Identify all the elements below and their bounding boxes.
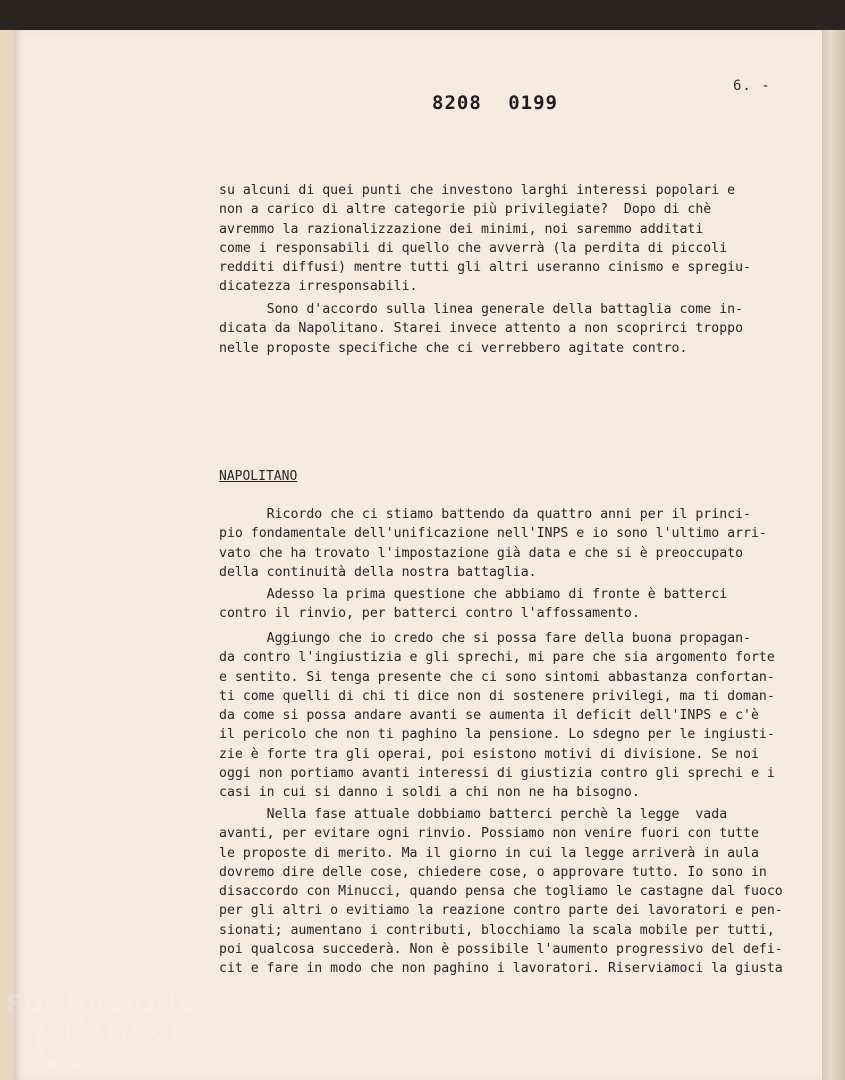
text-line: contro il rinvio, per batterci contro l'affossamento. (219, 606, 640, 622)
text-line: sionati; aumentano i contributi, blocchiamo la scala mobile per tutti, (219, 922, 775, 938)
watermark-logo (6, 990, 206, 1074)
text-line: dicata da Napolitano. Starei invece attento a non scoprirci troppo (219, 321, 744, 337)
paragraph-3 (219, 505, 779, 582)
text-line: il pericolo che non ti paghino la pensione. Lo sdegno per le ingiusti- (219, 727, 775, 743)
right-page-stack (822, 30, 845, 1080)
paragraph-1 (219, 181, 779, 297)
text-line: avanti, per evitare ogni rinvio. Possiamo non venire fuori con tutte (219, 826, 759, 842)
text-line: su alcuni di quei punti che investono larghi interessi popolari e (219, 183, 736, 198)
text-line: dovremo dire delle cose, chiedere cose, o approvare tutto. Io sono in (219, 864, 767, 880)
text-line: Nella fase attuale dobbiamo batterci perchè la legge vada (219, 807, 728, 822)
text-line: poi qualcosa succederà. Non è possibile l'aumento progressivo del defi- (219, 942, 783, 958)
text-line: nelle proposte specifiche che ci verrebbero agitate contro. (219, 340, 688, 356)
paragraph-2 (219, 300, 779, 358)
page-number: 6. - (733, 78, 771, 94)
text-line: pio fondamentale dell'unificazione nell'INPS e io sono l'ultimo arri- (219, 526, 767, 542)
text-line: come i responsabili di quello che avverrà (la perdita di piccoli (219, 240, 728, 256)
text-line: e sentito. Si tenga presente che ci sono sintomi abbastanza confortan- (219, 669, 775, 685)
text-line: vato che ha trovato l'impostazione già data e che si è preoccupato (219, 545, 744, 561)
text-line: redditi diffusi) mentre tutti gli altri useranno cinismo e spregiu- (219, 260, 751, 276)
text-line: Sono d'accordo sulla linea generale della battaglia come in- (219, 302, 744, 317)
text-line: Adesso la prima questione che abbiamo di fronte è batterci (219, 587, 728, 602)
text-line: della continuità della nostra battaglia. (219, 564, 537, 580)
text-line: Ricordo che ci stiamo battendo da quattro anni per il princi- (219, 507, 751, 522)
watermark-line-1: FONDAZIONE (6, 990, 195, 1018)
speaker-heading: NAPOLITANO (219, 469, 298, 484)
text-line: ti come quelli di chi ti dice non di sostenere privilegi, ma ti doman- (219, 688, 775, 704)
text-line: disaccordo con Minucci, quando pensa che togliamo le castagne dal fuoco (219, 884, 783, 900)
text-line: cit e fare in modo che non paghino i lavoratori. Riserviamoci la giusta (219, 961, 783, 977)
paragraph-5 (219, 629, 779, 803)
text-line: zie è forte tra gli operai, poi esistono motivi di divisione. Se noi (219, 746, 759, 762)
text-line: dicatezza irresponsabili. (219, 279, 418, 295)
left-page-edge (0, 30, 15, 1080)
archive-stamp: 8208 0199 (432, 92, 558, 114)
text-line: Aggiungo che io credo che si possa fare della buona propagan- (219, 631, 751, 646)
text-line: da come si possa andare avanti se aumenta il deficit dell'INPS e c'è (219, 708, 759, 724)
text-line: le proposte di merito. Ma il giorno in cui la legge arriverà in aula (219, 845, 759, 861)
text-line: casi in cui si danno i soldi a chi non ne ha bisogno. (219, 785, 640, 801)
paragraph-6 (219, 805, 783, 979)
watermark-line-2: RAMSCI (64, 1018, 181, 1046)
paragraph-4 (219, 585, 779, 624)
text-line: da contro l'ingiustizia e gli sprechi, mi pare che sia argomento forte (219, 650, 775, 666)
text-line: avremmo la razionalizzazione dei minimi, noi saremmo additati (219, 221, 704, 237)
text-line: oggi non portiamo avanti interessi di giustizia contro gli sprechi e i (219, 766, 775, 782)
text-line: non a carico di altre categorie più privilegiate? Dopo di chè (219, 202, 712, 218)
text-line: per gli altri o evitiamo la reazione contro parte dei lavoratori e pen- (219, 903, 783, 919)
